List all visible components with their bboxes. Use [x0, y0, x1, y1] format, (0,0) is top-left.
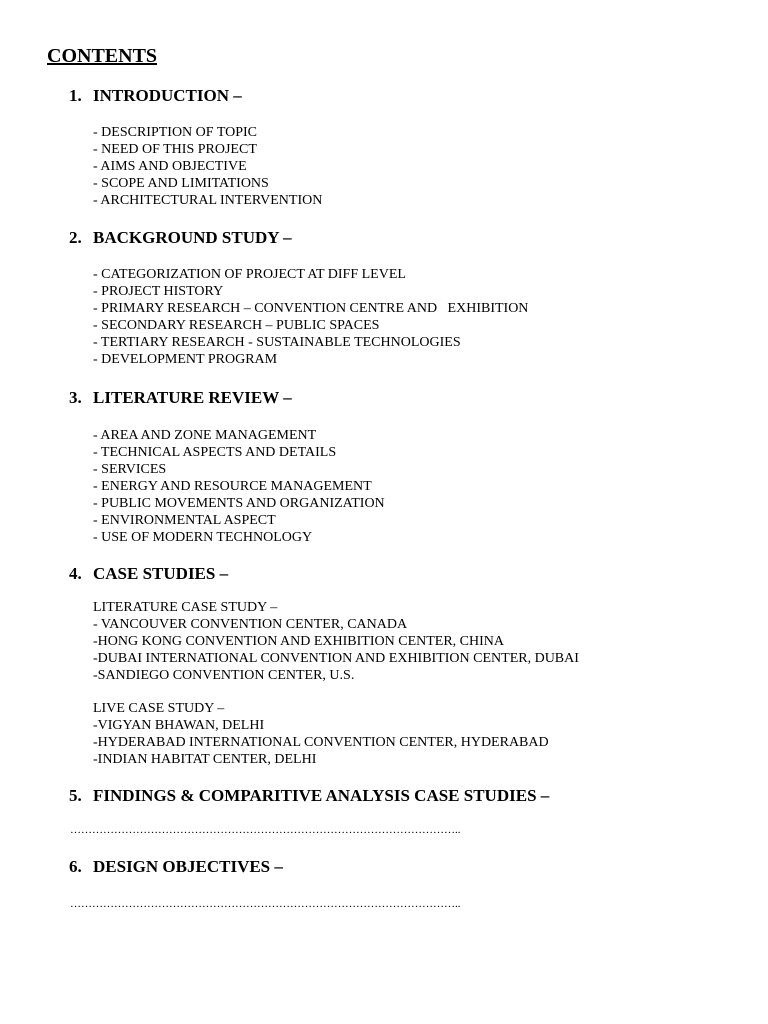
live-case-study-list: [93, 700, 549, 768]
section-heading-findings: [69, 785, 549, 807]
section-heading-introduction: [69, 85, 242, 107]
section-title: CASE STUDIES –: [93, 564, 229, 583]
section-title: INTRODUCTION –: [93, 86, 242, 105]
list-item: - TERTIARY RESEARCH - SUSTAINABLE TECHNOLOGIES: [93, 335, 461, 350]
list-item: -HONG KONG CONVENTION AND EXHIBITION CENTER, CHINA: [93, 634, 505, 649]
list-item: - DEVELOPMENT PROGRAM: [93, 352, 278, 367]
list-item: - AREA AND ZONE MANAGEMENT: [93, 428, 317, 443]
section-heading-literature-review: [69, 387, 292, 409]
list-item: - TECHNICAL ASPECTS AND DETAILS: [93, 445, 337, 460]
list-item: -SANDIEGO CONVENTION CENTER, U.S.: [93, 668, 355, 683]
section-number: 2.: [69, 228, 82, 247]
section-number: 3.: [69, 388, 82, 407]
list-item: - PROJECT HISTORY: [93, 284, 224, 299]
list-item: - PUBLIC MOVEMENTS AND ORGANIZATION: [93, 496, 385, 511]
list-item: - VANCOUVER CONVENTION CENTER, CANADA: [93, 617, 408, 632]
page-title: CONTENTS: [47, 45, 158, 67]
list-item: -DUBAI INTERNATIONAL CONVENTION AND EXHIBITION CENTER, DUBAI: [93, 651, 579, 666]
list-item: - SCOPE AND LIMITATIONS: [93, 176, 269, 191]
list-item: - PRIMARY RESEARCH – CONVENTION CENTRE AND EXHIBITION: [93, 301, 529, 316]
section-number: 4.: [69, 564, 82, 583]
list-item: - NEED OF THIS PROJECT: [93, 142, 257, 157]
section-heading-design-objectives: [69, 856, 283, 878]
list-item: - ENERGY AND RESOURCE MANAGEMENT: [93, 479, 372, 494]
list-item: - DESCRIPTION OF TOPIC: [93, 125, 258, 140]
list-item: - USE OF MODERN TECHNOLOGY: [93, 530, 313, 545]
list-item: - AIMS AND OBJECTIVE: [93, 159, 247, 174]
list-item: - ARCHITECTURAL INTERVENTION: [93, 193, 323, 208]
section-number: 1.: [69, 86, 82, 105]
section-number: 6.: [69, 857, 82, 876]
list-item: -INDIAN HABITAT CENTER, DELHI: [93, 752, 317, 767]
list-item: LITERATURE CASE STUDY –: [93, 600, 278, 615]
section-items-introduction: [93, 124, 322, 209]
placeholder-dots: ……………………………………………………………………………………………..: [70, 824, 461, 836]
section-heading-case-studies: [69, 563, 228, 585]
section-items-literature-review: [93, 427, 385, 546]
section-items-background-study: [93, 266, 528, 368]
literature-case-study-list: [93, 599, 579, 684]
list-item: LIVE CASE STUDY –: [93, 701, 225, 716]
section-title: BACKGROUND STUDY –: [93, 228, 292, 247]
section-heading-background-study: [69, 227, 292, 249]
list-item: - ENVIRONMENTAL ASPECT: [93, 513, 276, 528]
list-item: - SERVICES: [93, 462, 167, 477]
section-title: DESIGN OBJECTIVES –: [93, 857, 283, 876]
list-item: - CATEGORIZATION OF PROJECT AT DIFF LEVEL: [93, 267, 406, 282]
section-title: LITERATURE REVIEW –: [93, 388, 292, 407]
list-item: - SECONDARY RESEARCH – PUBLIC SPACES: [93, 318, 380, 333]
section-number: 5.: [69, 786, 82, 805]
placeholder-dots: ……………………………………………………………………………………………..: [70, 898, 461, 910]
list-item: -VIGYAN BHAWAN, DELHI: [93, 718, 265, 733]
section-title: FINDINGS & COMPARITIVE ANALYSIS CASE STUDIES –: [93, 786, 550, 805]
list-item: -HYDERABAD INTERNATIONAL CONVENTION CENTER, HYDERABAD: [93, 735, 549, 750]
